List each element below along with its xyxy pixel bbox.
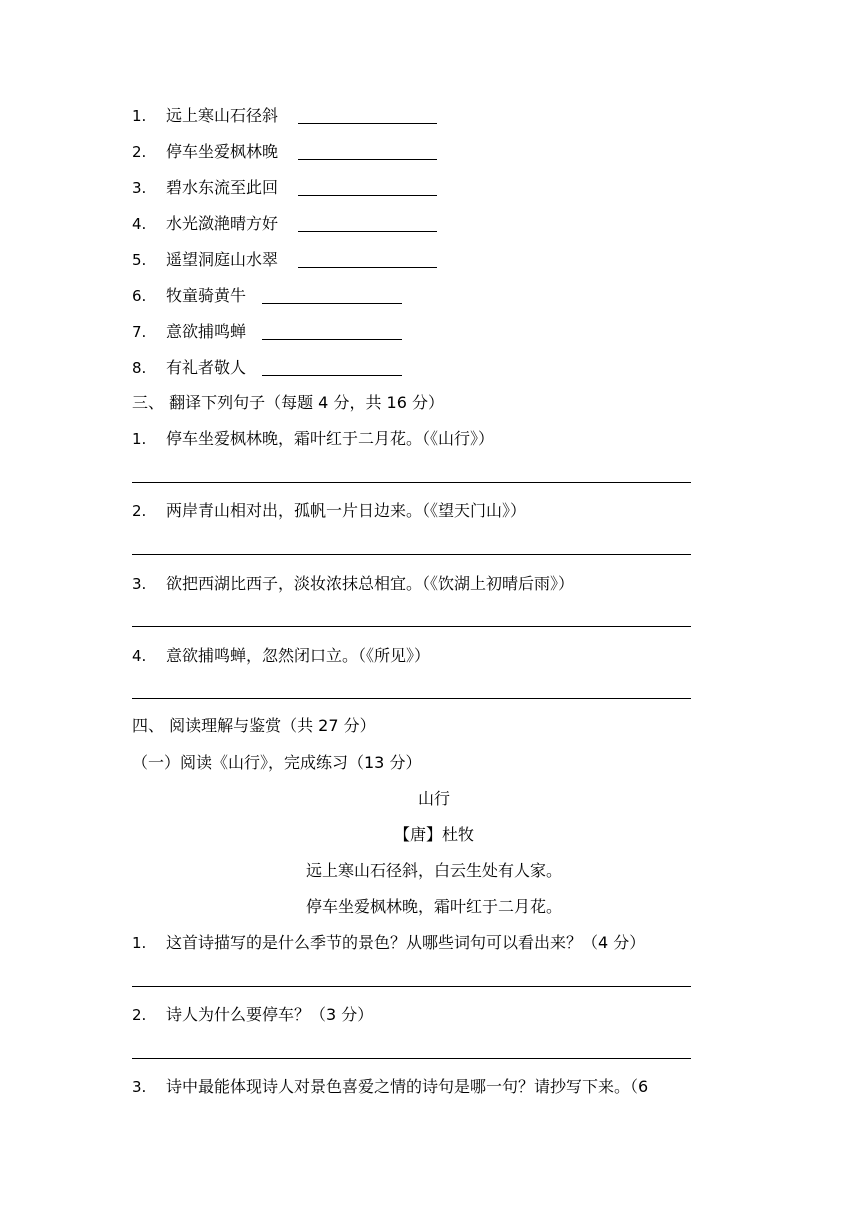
item-number: 3. — [132, 575, 147, 593]
item-number: 1. — [132, 430, 147, 448]
answer-blank[interactable] — [262, 375, 402, 376]
answer-line[interactable] — [132, 986, 691, 987]
answer-blank[interactable] — [298, 231, 437, 232]
item-text: 有礼者敬人 — [166, 358, 247, 377]
answer-blank[interactable] — [298, 195, 437, 196]
item-number: 2. — [132, 1006, 147, 1024]
item-text: 这首诗描写的是什么季节的景色？从哪些词句可以看出来？（4 分） — [166, 933, 646, 952]
item-number: 1. — [132, 107, 147, 125]
item-number: 2. — [132, 502, 147, 520]
sub-heading: （一）阅读《山行》，完成练习（13 分） — [132, 753, 422, 772]
item-text: 诗人为什么要停车？（3 分） — [166, 1005, 374, 1024]
answer-line[interactable] — [132, 626, 691, 627]
item-number: 5. — [132, 251, 147, 269]
item-text: 遥望洞庭山水翠 — [166, 250, 279, 269]
item-text: 欲把西湖比西子，淡妆浓抹总相宜。（《饮湖上初晴后雨》） — [166, 574, 575, 593]
item-number: 6. — [132, 287, 147, 305]
item-number: 4. — [132, 215, 147, 233]
answer-line[interactable] — [132, 482, 691, 483]
answer-blank[interactable] — [298, 159, 437, 160]
item-text: 远上寒山石径斜 — [166, 106, 279, 125]
item-number: 3. — [132, 1078, 147, 1096]
item-number: 7. — [132, 323, 147, 341]
item-text: 碧水东流至此回 — [166, 178, 279, 197]
answer-line[interactable] — [132, 1058, 691, 1059]
item-number: 8. — [132, 359, 147, 377]
answer-blank[interactable] — [262, 303, 402, 304]
answer-blank[interactable] — [298, 267, 437, 268]
poem-author: 【唐】杜牧 — [393, 825, 474, 844]
answer-blank[interactable] — [262, 339, 402, 340]
poem-line: 停车坐爱枫林晚，霜叶红于二月花。 — [305, 897, 562, 916]
poem-line: 远上寒山石径斜，白云生处有人家。 — [305, 861, 562, 880]
item-text: 停车坐爱枫林晚，霜叶红于二月花。（《山行》） — [166, 429, 495, 448]
answer-line[interactable] — [132, 554, 691, 555]
item-text: 两岸青山相对出，孤帆一片日边来。（《望天门山》） — [166, 501, 527, 520]
item-text: 水光潋滟晴方好 — [166, 214, 279, 233]
item-number: 1. — [132, 934, 147, 952]
item-number: 3. — [132, 179, 147, 197]
item-number: 2. — [132, 143, 147, 161]
item-text: 停车坐爱枫林晚 — [166, 142, 279, 161]
item-text: 诗中最能体现诗人对景色喜爱之情的诗句是哪一句？请抄写下来。（6 — [166, 1077, 649, 1096]
poem-title: 山行 — [417, 789, 450, 808]
item-text: 意欲捕鸣蝉 — [166, 322, 247, 341]
item-text: 意欲捕鸣蝉，忽然闭口立。（《所见》） — [166, 646, 431, 665]
answer-line[interactable] — [132, 698, 691, 699]
item-text: 牧童骑黄牛 — [166, 286, 247, 305]
section-heading: 三、 翻译下列句子（每题 4 分，共 16 分） — [132, 393, 444, 412]
section-heading: 四、 阅读理解与鉴赏（共 27 分） — [132, 716, 376, 735]
answer-blank[interactable] — [298, 123, 437, 124]
item-number: 4. — [132, 647, 147, 665]
